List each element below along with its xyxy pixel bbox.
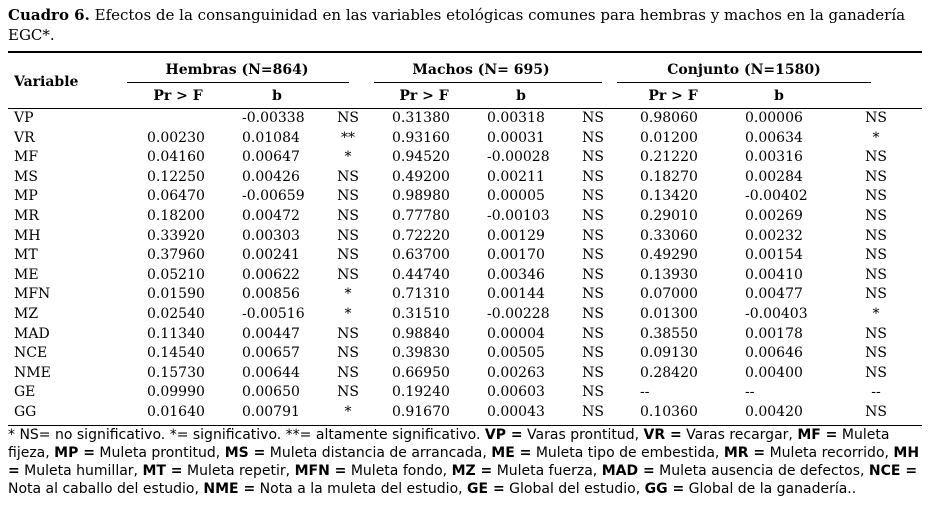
cell-variable: MP xyxy=(14,188,38,205)
cell-hembras-b: -0.00338 xyxy=(242,110,305,126)
cell-conjunto-pr: 0.10360 xyxy=(640,404,698,420)
cell-conjunto-b: 0.00646 xyxy=(745,345,803,362)
cell-hembras-sig: * xyxy=(344,149,352,166)
footnote-abbreviation: MAD = xyxy=(601,463,655,479)
cell-hembras-b: 0.00856 xyxy=(242,286,300,303)
cell-machos-pr: 0.77780 xyxy=(392,208,450,224)
cell-hembras-pr: 0.00230 xyxy=(147,129,205,146)
cell-variable: VR xyxy=(14,129,35,146)
footnote-text: Muleta ausencia de defectos, xyxy=(654,463,869,479)
footnote-abbreviation: ME = xyxy=(491,445,532,461)
cell-machos-sig: NS xyxy=(582,384,604,401)
cell-machos-pr: 0.93160 xyxy=(392,129,450,146)
cell-machos-b: 0.00603 xyxy=(487,384,545,401)
footnote-abbreviation: MF = xyxy=(797,427,838,443)
cell-machos-sig: NS xyxy=(582,286,604,303)
cell-hembras-pr: 0.18200 xyxy=(147,208,205,224)
header-b-conjunto: b xyxy=(774,88,784,104)
caption-label: Cuadro 6. xyxy=(8,6,90,24)
cell-machos-b: 0.00043 xyxy=(487,404,545,420)
footnote-abbreviation: VR = xyxy=(643,427,682,443)
cell-hembras-pr: 0.11340 xyxy=(147,325,205,342)
cell-hembras-sig: NS xyxy=(337,227,359,244)
cell-hembras-pr: 0.15730 xyxy=(147,364,205,381)
cell-conjunto-sig: -- xyxy=(871,384,881,401)
cell-machos-sig: NS xyxy=(582,364,604,381)
footnote-text: Global del estudio, xyxy=(504,481,645,497)
cell-variable: MR xyxy=(14,208,39,224)
cell-variable: MT xyxy=(14,247,38,264)
cell-hembras-b: 0.00650 xyxy=(242,384,300,401)
cell-hembras-b: 0.00426 xyxy=(242,168,300,185)
cell-machos-sig: NS xyxy=(582,129,604,146)
cell-hembras-sig: NS xyxy=(337,168,359,185)
cell-machos-sig: NS xyxy=(582,168,604,185)
cell-conjunto-sig: * xyxy=(872,129,880,146)
cell-hembras-pr: 0.01590 xyxy=(147,286,205,303)
cell-variable: GE xyxy=(14,384,36,401)
cell-conjunto-pr: 0.13420 xyxy=(640,188,698,205)
cell-machos-b: 0.00346 xyxy=(487,266,545,283)
cell-conjunto-sig: NS xyxy=(865,286,887,303)
cell-conjunto-pr: 0.98060 xyxy=(640,110,698,126)
cell-machos-pr: 0.98840 xyxy=(392,325,450,342)
footnote-text: Muleta prontitud, xyxy=(94,445,225,461)
cell-conjunto-sig: NS xyxy=(865,325,887,342)
cell-conjunto-pr: 0.09130 xyxy=(640,345,698,362)
cell-hembras-pr: 0.09990 xyxy=(147,384,205,401)
cell-machos-sig: NS xyxy=(582,266,604,283)
footnote-text: Muleta distancia de arrancada, xyxy=(265,445,492,461)
cell-machos-pr: 0.72220 xyxy=(392,227,450,244)
cell-conjunto-pr: 0.01300 xyxy=(640,306,698,322)
header-pr-hembras: Pr > F xyxy=(153,88,203,104)
cell-conjunto-b: 0.00634 xyxy=(745,129,803,146)
cell-hembras-sig: NS xyxy=(337,325,359,342)
cell-hembras-b: 0.00447 xyxy=(242,325,300,342)
cell-hembras-pr: 0.02540 xyxy=(147,306,205,322)
footnote-text: Muleta fondo, xyxy=(346,463,452,479)
cell-variable: NME xyxy=(14,364,51,381)
cell-machos-b: -0.00028 xyxy=(487,149,550,166)
cell-machos-pr: 0.98980 xyxy=(392,188,450,205)
cell-hembras-b: 0.00241 xyxy=(242,247,300,264)
cell-conjunto-b: 0.00154 xyxy=(745,247,803,264)
header-group-hembras: Hembras (N=864) xyxy=(165,62,309,78)
cell-hembras-b: 0.00622 xyxy=(242,266,300,283)
footnote-abbreviation: NME = xyxy=(203,481,256,497)
cell-variable: MFN xyxy=(14,286,51,303)
cell-hembras-sig: NS xyxy=(337,247,359,264)
cell-conjunto-sig: NS xyxy=(865,208,887,224)
cell-machos-b: 0.00004 xyxy=(487,325,545,342)
footnote-text: Muleta tipo de embestida, xyxy=(531,445,724,461)
cell-hembras-sig: * xyxy=(344,286,352,303)
cell-conjunto-b: -- xyxy=(745,384,755,401)
cell-conjunto-pr: 0.13930 xyxy=(640,266,698,283)
footnote-text: Muleta fuerza, xyxy=(492,463,602,479)
cell-conjunto-pr: 0.01200 xyxy=(640,129,698,146)
footnote-abbreviation: GG = xyxy=(644,481,685,497)
cell-hembras-b: 0.00644 xyxy=(242,364,300,381)
cell-conjunto-b: -0.00402 xyxy=(745,188,808,205)
cell-conjunto-pr: 0.21220 xyxy=(640,149,698,166)
cell-machos-pr: 0.19240 xyxy=(392,384,450,401)
cell-machos-b: 0.00144 xyxy=(487,286,545,303)
cell-conjunto-pr: 0.28420 xyxy=(640,364,698,381)
cell-machos-sig: NS xyxy=(582,188,604,205)
group-rule-conjunto xyxy=(617,82,871,83)
cell-machos-sig: NS xyxy=(582,345,604,362)
cell-hembras-sig: NS xyxy=(337,266,359,283)
footnote-text: Varas prontitud, xyxy=(522,427,644,443)
footnote-abbreviation: MR = xyxy=(723,445,766,461)
cell-machos-pr: 0.49200 xyxy=(392,168,450,185)
cell-machos-pr: 0.31380 xyxy=(392,110,450,126)
cell-machos-b: 0.00170 xyxy=(487,247,545,264)
cell-conjunto-sig: NS xyxy=(865,266,887,283)
cell-machos-sig: NS xyxy=(582,208,604,224)
cell-conjunto-sig: * xyxy=(872,306,880,322)
cell-conjunto-b: 0.00420 xyxy=(745,404,803,420)
cell-machos-b: -0.00228 xyxy=(487,306,550,322)
cell-conjunto-b: 0.00477 xyxy=(745,286,803,303)
footnote-text: Muleta repetir, xyxy=(182,463,295,479)
cell-machos-sig: NS xyxy=(582,404,604,420)
cell-variable: MAD xyxy=(14,325,50,342)
cell-hembras-pr: 0.14540 xyxy=(147,345,205,362)
cell-conjunto-sig: NS xyxy=(865,149,887,166)
cell-variable: ME xyxy=(14,266,39,283)
cell-hembras-pr: 0.33920 xyxy=(147,227,205,244)
cell-conjunto-b: 0.00232 xyxy=(745,227,803,244)
cell-machos-b: 0.00318 xyxy=(487,110,545,126)
cell-hembras-sig: NS xyxy=(337,345,359,362)
cell-hembras-sig: * xyxy=(344,306,352,322)
footnote-abbreviation: MP = xyxy=(54,445,95,461)
group-rule-machos xyxy=(374,82,602,83)
cell-hembras-sig: NS xyxy=(337,208,359,224)
cell-machos-b: 0.00129 xyxy=(487,227,545,244)
cell-conjunto-b: 0.00316 xyxy=(745,149,803,166)
cell-machos-b: 0.00505 xyxy=(487,345,545,362)
cell-hembras-b: 0.00657 xyxy=(242,345,300,362)
cell-hembras-b: 0.00791 xyxy=(242,404,300,420)
cell-variable: VP xyxy=(14,110,34,126)
cell-conjunto-sig: NS xyxy=(865,227,887,244)
cell-conjunto-pr: 0.33060 xyxy=(640,227,698,244)
footnote-text: Muleta fijeza, xyxy=(8,427,890,461)
cell-conjunto-b: 0.00410 xyxy=(745,266,803,283)
cell-hembras-sig: NS xyxy=(337,364,359,381)
cell-hembras-sig: * xyxy=(344,404,352,420)
cell-conjunto-b: 0.00269 xyxy=(745,208,803,224)
cell-hembras-sig: ** xyxy=(341,129,355,146)
cell-hembras-pr: 0.06470 xyxy=(147,188,205,205)
cell-machos-pr: 0.71310 xyxy=(392,286,450,303)
cell-machos-sig: NS xyxy=(582,247,604,264)
table-caption xyxy=(8,5,923,45)
footnote-abbreviation: MH = xyxy=(8,445,920,479)
cell-variable: MH xyxy=(14,227,41,244)
cell-conjunto-b: 0.00178 xyxy=(745,325,803,342)
cell-hembras-b: 0.00303 xyxy=(242,227,300,244)
footnote-abbreviation: MS = xyxy=(224,445,266,461)
cell-variable: MZ xyxy=(14,306,39,322)
header-group-conjunto: Conjunto (N=1580) xyxy=(667,62,821,78)
header-b-machos: b xyxy=(516,88,526,104)
footnote-abbreviation: MT = xyxy=(142,463,183,479)
cell-conjunto-pr: 0.18270 xyxy=(640,168,698,185)
footnote-text: Muleta humillar, xyxy=(19,463,143,479)
footnote-text: Nota a la muleta del estudio, xyxy=(255,481,468,497)
cell-hembras-b: -0.00516 xyxy=(242,306,305,322)
footnote-abbreviation: NCE = xyxy=(868,463,918,479)
cell-machos-pr: 0.63700 xyxy=(392,247,450,264)
cell-conjunto-pr: 0.07000 xyxy=(640,286,698,303)
cell-machos-pr: 0.94520 xyxy=(392,149,450,166)
cell-machos-sig: NS xyxy=(582,149,604,166)
cell-conjunto-pr: 0.38550 xyxy=(640,325,698,342)
cell-hembras-sig: NS xyxy=(337,110,359,126)
cell-conjunto-b: -0.00403 xyxy=(745,306,808,322)
cell-variable: MF xyxy=(14,149,39,166)
cell-machos-sig: NS xyxy=(582,227,604,244)
group-rule-hembras xyxy=(127,82,349,83)
cell-conjunto-sig: NS xyxy=(865,345,887,362)
cell-variable: MS xyxy=(14,168,38,185)
header-pr-machos: Pr > F xyxy=(399,88,449,104)
cell-machos-b: 0.00211 xyxy=(487,168,545,185)
cell-variable: NCE xyxy=(14,345,48,362)
cell-conjunto-b: 0.00284 xyxy=(745,168,803,185)
cell-hembras-sig: NS xyxy=(337,188,359,205)
top-rule xyxy=(8,51,922,53)
cell-machos-pr: 0.91670 xyxy=(392,404,450,420)
cell-machos-b: 0.00031 xyxy=(487,129,545,146)
cell-conjunto-pr: 0.49290 xyxy=(640,247,698,264)
cell-conjunto-sig: NS xyxy=(865,168,887,185)
cell-hembras-pr: 0.01640 xyxy=(147,404,205,420)
cell-machos-sig: NS xyxy=(582,110,604,126)
cell-machos-b: 0.00005 xyxy=(487,188,545,205)
cell-hembras-pr: 0.05210 xyxy=(147,266,205,283)
cell-machos-b: -0.00103 xyxy=(487,208,550,224)
caption-text: Efectos de la consanguinidad en las variables etológicas comunes para hembras y machos en la ganadería EGC*. xyxy=(8,6,906,44)
cell-hembras-b: 0.00472 xyxy=(242,208,300,224)
footnote-text: Nota al caballo del estudio, xyxy=(8,481,204,497)
cell-conjunto-sig: NS xyxy=(865,110,887,126)
cell-machos-b: 0.00263 xyxy=(487,364,545,381)
cell-conjunto-b: 0.00400 xyxy=(745,364,803,381)
footnote-text: Muleta recorrido, xyxy=(765,445,894,461)
cell-conjunto-sig: NS xyxy=(865,404,887,420)
cell-conjunto-sig: NS xyxy=(865,188,887,205)
cell-machos-sig: NS xyxy=(582,306,604,322)
footnote-abbreviation: MZ = xyxy=(451,463,493,479)
footnote-text: Global de la ganadería.. xyxy=(684,481,857,497)
cell-conjunto-b: 0.00006 xyxy=(745,110,803,126)
cell-machos-pr: 0.31510 xyxy=(392,306,450,322)
footnote xyxy=(8,426,923,498)
cell-conjunto-sig: NS xyxy=(865,364,887,381)
cell-conjunto-sig: NS xyxy=(865,247,887,264)
cell-conjunto-pr: -- xyxy=(640,384,650,401)
footnote-abbreviation: VP = xyxy=(484,427,523,443)
footnote-abbreviation: MFN = xyxy=(294,463,347,479)
footnote-text: Varas recargar, xyxy=(681,427,798,443)
cell-hembras-sig: NS xyxy=(337,384,359,401)
footnote-abbreviation: GE = xyxy=(467,481,505,497)
cell-machos-pr: 0.39830 xyxy=(392,345,450,362)
header-pr-conjunto: Pr > F xyxy=(648,88,698,104)
cell-hembras-pr: 0.04160 xyxy=(147,149,205,166)
cell-machos-sig: NS xyxy=(582,325,604,342)
cell-variable: GG xyxy=(14,404,37,420)
cell-hembras-pr: 0.37960 xyxy=(147,247,205,264)
header-variable: Variable xyxy=(14,74,79,90)
cell-machos-pr: 0.66950 xyxy=(392,364,450,381)
cell-hembras-b: 0.00647 xyxy=(242,149,300,166)
header-group-machos: Machos (N= 695) xyxy=(412,62,550,78)
cell-machos-pr: 0.44740 xyxy=(392,266,450,283)
header-b-hembras: b xyxy=(272,88,282,104)
footnote-text: * NS= no significativo. *= significativo. **= altamente significativo. xyxy=(8,427,485,443)
cell-conjunto-pr: 0.29010 xyxy=(640,208,698,224)
cell-hembras-pr: 0.12250 xyxy=(147,168,205,185)
cell-hembras-b: -0.00659 xyxy=(242,188,305,205)
cell-hembras-b: 0.01084 xyxy=(242,129,300,146)
